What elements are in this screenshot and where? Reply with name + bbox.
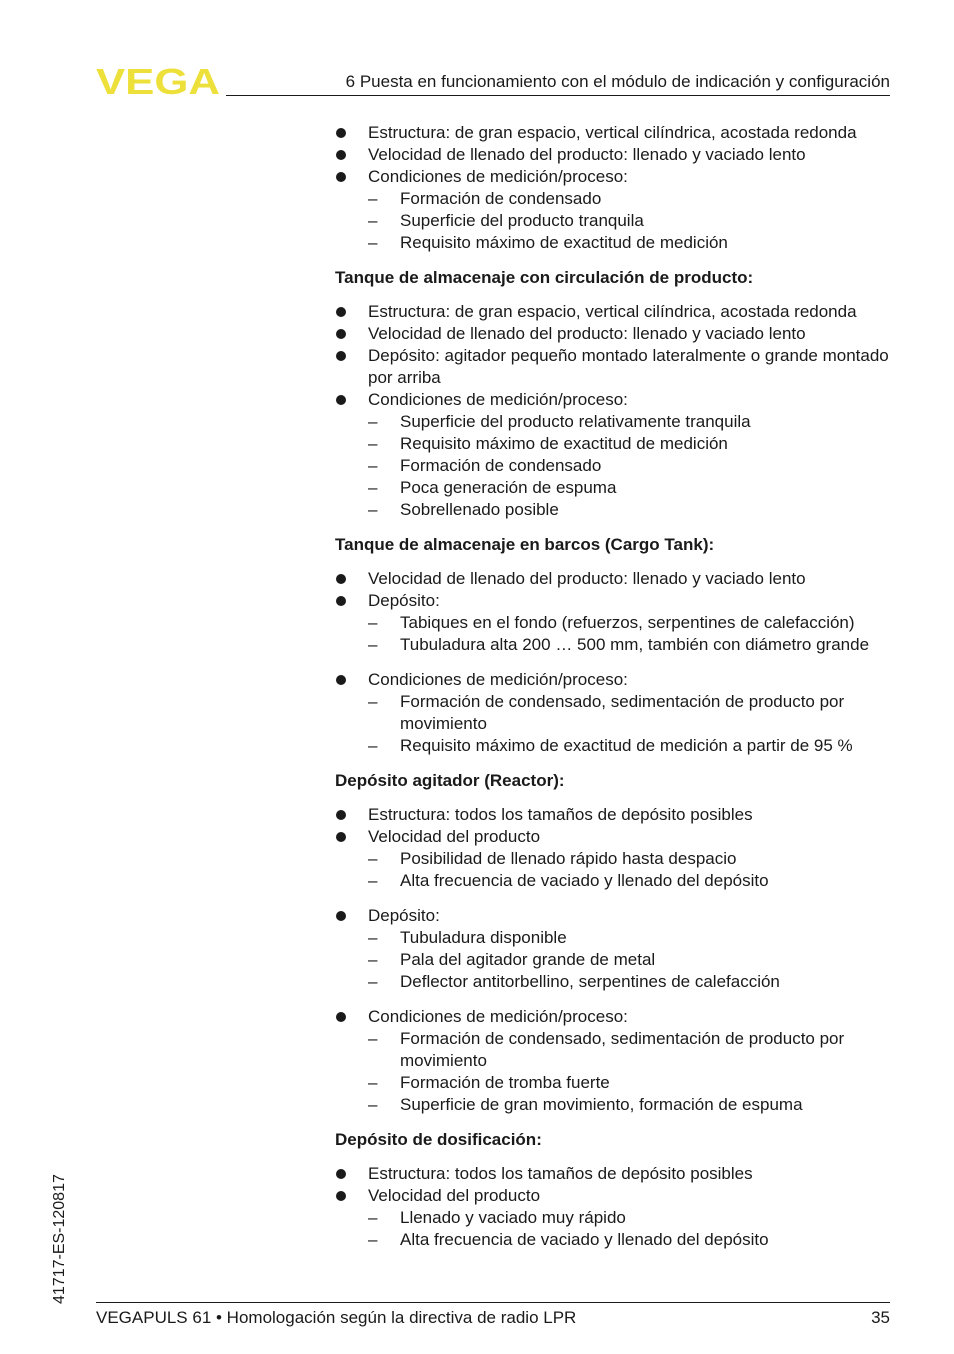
sub-list-item-text: Tubuladura alta 200 … 500 mm, también con diámetro grande (400, 635, 870, 654)
bullet-list (335, 804, 895, 892)
dash-icon: – (368, 950, 378, 969)
sub-list-item (368, 210, 895, 232)
bullet-dot-icon (336, 395, 346, 405)
sub-list-item (368, 927, 895, 949)
bullet-dot-icon (336, 351, 346, 361)
dash-icon: – (368, 1095, 378, 1114)
sub-list-item-text: Pala del agitador grande de metal (400, 950, 656, 969)
list-item (335, 905, 895, 993)
list-item-text: Estructura: todos los tamaños de depósito posibles (368, 1164, 753, 1183)
list-item-text: Depósito: agitador pequeño montado lateralmente o grande montado por arriba (368, 346, 889, 387)
sub-list-item-text: Formación de condensado (400, 456, 602, 475)
document-code: 41717-ES-120817 (51, 1174, 68, 1304)
list-item-text: Depósito: (368, 906, 440, 925)
sub-list-item (368, 1229, 895, 1251)
bullet-dot-icon (336, 574, 346, 584)
sub-list (368, 411, 895, 521)
list-item (335, 301, 895, 323)
dash-icon: – (368, 233, 378, 252)
section-heading: Depósito agitador (Reactor): (335, 771, 565, 790)
dash-icon: – (368, 189, 378, 208)
bullet-dot-icon (336, 1012, 346, 1022)
header-divider (226, 95, 890, 96)
list-item-text: Velocidad del producto (368, 827, 541, 846)
sub-list-item (368, 612, 895, 634)
list-item (335, 669, 895, 757)
sub-list-item-text: Alta frecuencia de vaciado y llenado del depósito (400, 1230, 769, 1249)
dash-icon: – (368, 849, 378, 868)
sub-list-item (368, 1094, 895, 1116)
dash-icon: – (368, 478, 378, 497)
sub-list-item-text: Superficie del producto tranquila (400, 211, 644, 230)
bullet-list (335, 301, 895, 521)
list-item-text: Condiciones de medición/proceso: (368, 1007, 628, 1026)
sub-list-item-text: Alta frecuencia de vaciado y llenado del depósito (400, 871, 769, 890)
list-item (335, 166, 895, 254)
list-item-text: Condiciones de medición/proceso: (368, 670, 628, 689)
list-item (335, 1006, 895, 1116)
dash-icon: – (368, 1029, 378, 1048)
dash-icon: – (368, 1230, 378, 1249)
sub-list-item-text: Formación de tromba fuerte (400, 1073, 610, 1092)
dash-icon: – (368, 456, 378, 475)
sub-list-item (368, 848, 895, 870)
dash-icon: – (368, 871, 378, 890)
list-item-text: Velocidad de llenado del producto: llenado y vaciado lento (368, 324, 806, 343)
list-item-text: Velocidad del producto (368, 1186, 541, 1205)
list-item-text: Velocidad de llenado del producto: llenado y vaciado lento (368, 145, 806, 164)
sub-list-item-text: Requisito máximo de exactitud de medición (400, 233, 728, 252)
sub-list-item (368, 971, 895, 993)
bullet-list (335, 568, 895, 656)
list-item (335, 345, 895, 389)
bullet-dot-icon (336, 596, 346, 606)
main-content (335, 122, 895, 1251)
page-number: 35 (871, 1308, 890, 1327)
sub-list-item (368, 411, 895, 433)
list-item-text: Velocidad de llenado del producto: llenado y vaciado lento (368, 569, 806, 588)
sub-list (368, 612, 895, 656)
bullet-list (335, 1006, 895, 1116)
bullet-list (335, 905, 895, 993)
bullet-dot-icon (336, 911, 346, 921)
dash-icon: – (368, 972, 378, 991)
sub-list-item (368, 188, 895, 210)
sub-list (368, 691, 895, 757)
section-heading: Tanque de almacenaje en barcos (Cargo Tank): (335, 535, 715, 554)
bullet-dot-icon (336, 172, 346, 182)
footer-title: VEGAPULS 61 • Homologación según la directiva de radio LPR (96, 1308, 577, 1327)
sub-list-item (368, 1207, 895, 1229)
dash-icon: – (368, 1073, 378, 1092)
sub-list-item-text: Formación de condensado, sedimentación de producto por movimiento (400, 1029, 845, 1070)
bullet-dot-icon (336, 1169, 346, 1179)
sub-list-item-text: Deflector antitorbellino, serpentines de calefacción (400, 972, 780, 991)
sub-list-item-text: Tubuladura disponible (400, 928, 567, 947)
sub-list-item (368, 691, 895, 735)
list-item-text: Estructura: todos los tamaños de depósito posibles (368, 805, 753, 824)
dash-icon: – (368, 500, 378, 519)
list-item-text: Condiciones de medición/proceso: (368, 167, 628, 186)
list-item (335, 389, 895, 521)
sub-list-item-text: Formación de condensado (400, 189, 602, 208)
sub-list (368, 927, 895, 993)
sub-list-item (368, 433, 895, 455)
bullet-list (335, 1163, 895, 1251)
sub-list-item (368, 735, 895, 757)
dash-icon: – (368, 635, 378, 654)
list-item-text: Condiciones de medición/proceso: (368, 390, 628, 409)
sub-list-item-text: Formación de condensado, sedimentación de producto por movimiento (400, 692, 845, 733)
list-item (335, 568, 895, 590)
sub-list-item-text: Llenado y vaciado muy rápido (400, 1208, 626, 1227)
sub-list (368, 1207, 895, 1251)
list-item (335, 323, 895, 345)
list-item (335, 1163, 895, 1185)
dash-icon: – (368, 412, 378, 431)
sub-list-item-text: Posibilidad de llenado rápido hasta despacio (400, 849, 737, 868)
sub-list-item (368, 634, 895, 656)
bullet-dot-icon (336, 832, 346, 842)
list-item (335, 590, 895, 656)
sub-list-item-text: Poca generación de espuma (400, 478, 617, 497)
bullet-dot-icon (336, 150, 346, 160)
dash-icon: – (368, 211, 378, 230)
list-item-text: Estructura: de gran espacio, vertical cilíndrica, acostada redonda (368, 123, 857, 142)
spacer (335, 993, 895, 1006)
sub-list (368, 848, 895, 892)
vega-logo-text: VEGA (96, 66, 220, 96)
list-item-text: Depósito: (368, 591, 440, 610)
list-item (335, 144, 895, 166)
sub-list-item (368, 870, 895, 892)
dash-icon: – (368, 613, 378, 632)
dash-icon: – (368, 434, 378, 453)
vega-logo (96, 66, 220, 96)
bullet-list (335, 669, 895, 757)
dash-icon: – (368, 736, 378, 755)
list-item (335, 1185, 895, 1251)
sub-list-item-text: Requisito máximo de exactitud de medición (400, 434, 728, 453)
dash-icon: – (368, 1208, 378, 1227)
spacer (335, 656, 895, 669)
sub-list-item (368, 949, 895, 971)
list-item (335, 826, 895, 892)
bullet-list (335, 122, 895, 254)
chapter-header: 6 Puesta en funcionamiento con el módulo de indicación y configuración (345, 72, 890, 91)
bullet-dot-icon (336, 1191, 346, 1201)
bullet-dot-icon (336, 329, 346, 339)
sub-list-item (368, 455, 895, 477)
sub-list-item-text: Superficie de gran movimiento, formación de espuma (400, 1095, 803, 1114)
section-heading: Depósito de dosificación: (335, 1130, 542, 1149)
list-item (335, 122, 895, 144)
sub-list-item (368, 1072, 895, 1094)
sub-list-item (368, 1028, 895, 1072)
sub-list-item-text: Requisito máximo de exactitud de medición a partir de 95 % (400, 736, 853, 755)
dash-icon: – (368, 692, 378, 711)
bullet-dot-icon (336, 810, 346, 820)
bullet-dot-icon (336, 128, 346, 138)
section-heading: Tanque de almacenaje con circulación de producto: (335, 268, 754, 287)
footer-divider (96, 1302, 890, 1303)
list-item-text: Estructura: de gran espacio, vertical cilíndrica, acostada redonda (368, 302, 857, 321)
sub-list-item-text: Tabiques en el fondo (refuerzos, serpentines de calefacción) (400, 613, 855, 632)
list-item (335, 804, 895, 826)
dash-icon: – (368, 928, 378, 947)
sub-list (368, 1028, 895, 1116)
sub-list-item-text: Superficie del producto relativamente tranquila (400, 412, 751, 431)
sub-list-item (368, 499, 895, 521)
sub-list-item (368, 477, 895, 499)
sub-list (368, 188, 895, 254)
sub-list-item (368, 232, 895, 254)
sub-list-item-text: Sobrellenado posible (400, 500, 559, 519)
bullet-dot-icon (336, 307, 346, 317)
bullet-dot-icon (336, 675, 346, 685)
spacer (335, 892, 895, 905)
